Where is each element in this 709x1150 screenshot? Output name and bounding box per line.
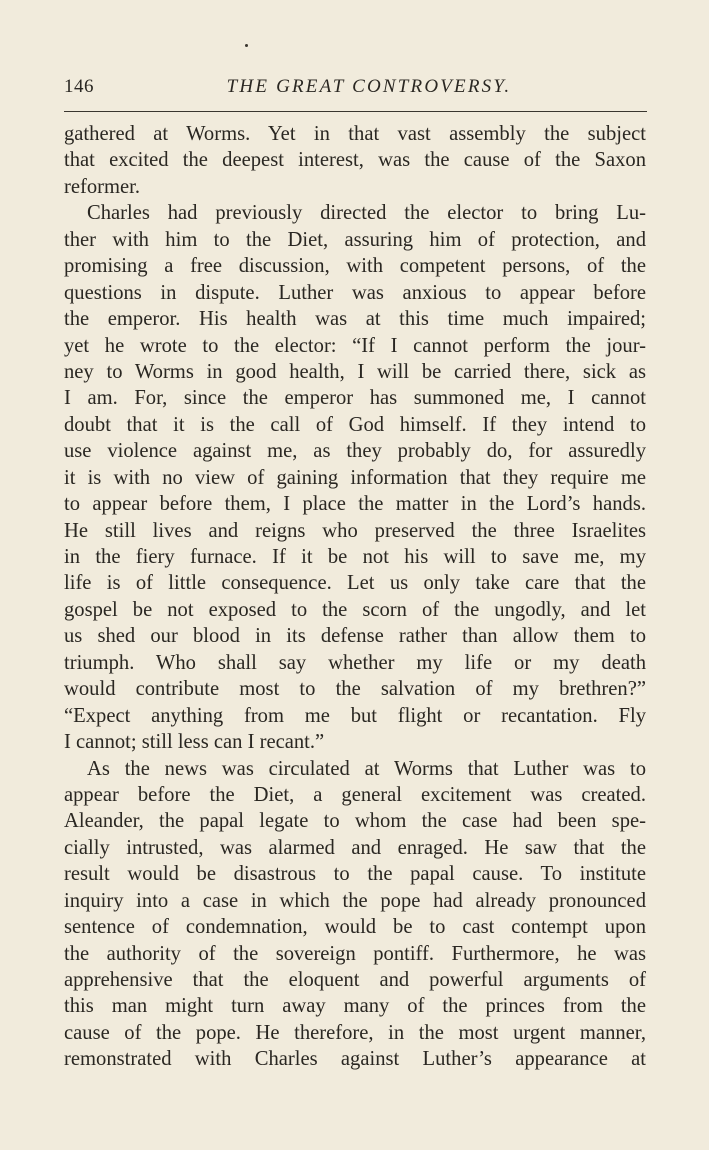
text-line: promising a free discussion, with competent persons, of the	[64, 255, 646, 278]
text-line: reformer.	[64, 175, 141, 198]
text-line: Aleander, the papal legate to whom the case had been spe-	[64, 810, 646, 833]
text-line: to appear before them, I place the matter in the Lord’s hands.	[64, 493, 646, 516]
text-line: gospel be not exposed to the scorn of the ungodly, and let	[64, 598, 646, 621]
text-line: I am. For, since the emperor has summoned me, I cannot	[64, 387, 646, 410]
text-line: would contribute most to the salvation of my brethren?”	[64, 678, 646, 701]
text-line: yet he wrote to the elector: “If I cannot perform the jour-	[64, 334, 646, 357]
ink-speck	[245, 44, 248, 47]
text-line: triumph. Who shall say whether my life or my death	[64, 651, 646, 674]
text-line: He still lives and reigns who preserved the three Israelites	[64, 519, 646, 542]
page-header	[64, 76, 646, 102]
text-line: apprehensive that the eloquent and powerful arguments of	[64, 969, 646, 991]
text-line: As the news was circulated at Worms that Luther was to	[87, 757, 646, 780]
body-text	[64, 121, 646, 1073]
text-line: cially intrusted, was alarmed and enraged. He saw that the	[64, 836, 646, 859]
text-line: gathered at Worms. Yet in that vast assembly the subject	[64, 123, 646, 145]
text-line: it is with no view of gaining information that they require me	[64, 466, 646, 489]
page-number: 146	[64, 76, 94, 97]
text-line: use violence against me, as they probably do, for assuredly	[64, 440, 646, 463]
text-line: the emperor. His health was at this time much impaired;	[64, 308, 646, 331]
text-line: that excited the deepest interest, was the cause of the Saxon	[64, 149, 646, 172]
text-line: result would be disastrous to the papal cause. To institute	[64, 863, 646, 886]
header-rule	[64, 111, 647, 112]
text-line: ther with him to the Diet, assuring him of protection, and	[64, 228, 646, 251]
text-line: I cannot; still less can I recant.”	[64, 731, 325, 754]
text-line: inquiry into a case in which the pope had already pronounced	[64, 889, 646, 912]
text-line: this man might turn away many of the princes from the	[64, 995, 646, 1018]
text-line: “Expect anything from me but flight or recantation. Fly	[64, 704, 646, 727]
text-line: cause of the pope. He therefore, in the most urgent manner,	[64, 1021, 646, 1044]
text-line: us shed our blood in its defense rather than allow them to	[64, 625, 646, 648]
text-line: life is of little consequence. Let us only take care that the	[64, 572, 646, 595]
text-line: in the fiery furnace. If it be not his will to save me, my	[64, 546, 646, 568]
running-title: THE GREAT CONTROVERSY.	[226, 76, 512, 97]
text-line: questions in dispute. Luther was anxious to appear before	[64, 281, 646, 304]
text-line: Charles had previously directed the elector to bring Lu-	[87, 202, 646, 225]
text-line: appear before the Diet, a general excitement was created.	[64, 783, 646, 806]
text-line: ney to Worms in good health, I will be carried there, sick as	[64, 360, 646, 383]
text-line: doubt that it is the call of God himself. If they intend to	[64, 413, 646, 436]
text-line: remonstrated with Charles against Luther’s appearance at	[64, 1048, 646, 1071]
text-line: sentence of condemnation, would be to cast contempt upon	[64, 916, 646, 939]
text-line: the authority of the sovereign pontiff. Furthermore, he was	[64, 942, 646, 965]
